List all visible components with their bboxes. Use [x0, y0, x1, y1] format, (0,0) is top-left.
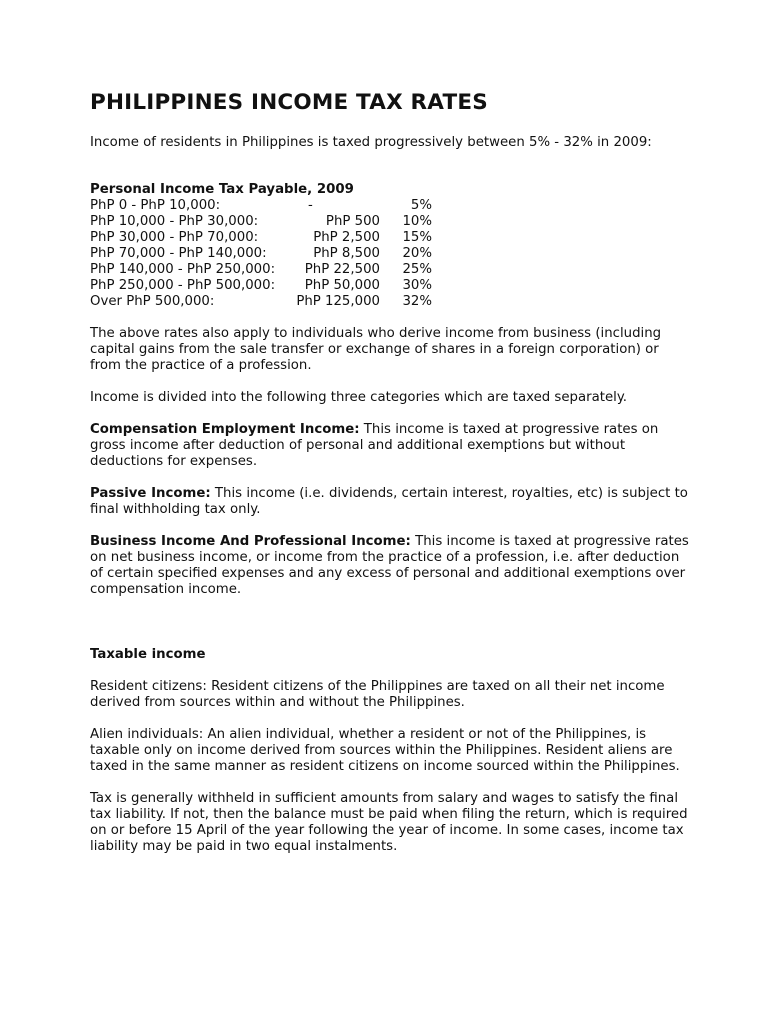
- tax-row: [90, 214, 690, 230]
- tax-range: PhP 30,000 - PhP 70,000:: [90, 230, 259, 245]
- tax-range: Over PhP 500,000:: [90, 294, 215, 309]
- tax-range: PhP 10,000 - PhP 30,000:: [90, 214, 259, 229]
- tax-payable: PhP 22,500: [304, 262, 380, 277]
- tax-range: PhP 250,000 - PhP 500,000:: [90, 278, 276, 293]
- tax-row: [90, 294, 690, 310]
- withholding-paragraph: Tax is generally withheld in sufficient amounts from salary and wages to satisfy the final tax liability. If not, then the balance must be paid when filing the return, which is required on or before 15 April of the year following the year of income. In some cases, income tax liability may be paid in two equal instalments.: [90, 791, 688, 854]
- tax-range: PhP 70,000 - PhP 140,000:: [90, 246, 267, 261]
- tax-rate: 25%: [402, 262, 432, 277]
- tax-rate: 10%: [402, 214, 432, 229]
- tax-range: PhP 140,000 - PhP 250,000:: [90, 262, 276, 277]
- tax-row: [90, 246, 690, 262]
- compensation-paragraph: [90, 422, 690, 470]
- tax-table-title: Personal Income Tax Payable, 2009: [90, 182, 354, 197]
- taxable-income-heading: Taxable income: [90, 647, 206, 662]
- passive-label: Passive Income:: [90, 486, 211, 501]
- alien-individuals-paragraph: Alien individuals: An alien individual, whether a resident or not of the Philippines, is taxable only on income derived from sources within the Philippines. Resident aliens are taxed in the same manner as resident citizens on income sourced within the Philippines.: [90, 727, 680, 774]
- document-page: [90, 88, 690, 855]
- tax-payable: PhP 500: [325, 214, 380, 229]
- business-text: This income is taxed at progressive rates on net business income, or income from the practice of a profession, i.e. after deduction of certain specified expenses and any excess of personal and additional exemptions over compensation income.: [90, 534, 689, 597]
- tax-row: [90, 278, 690, 294]
- tax-rate: 32%: [402, 294, 432, 309]
- passive-paragraph: [90, 486, 690, 518]
- tax-payable: PhP 50,000: [304, 278, 380, 293]
- business-paragraph: [90, 534, 690, 598]
- tax-row: [90, 262, 690, 278]
- tax-rate: 20%: [402, 246, 432, 261]
- business-label: Business Income And Professional Income:: [90, 534, 411, 549]
- page-title: PHILIPPINES INCOME TAX RATES: [90, 90, 488, 115]
- tax-payable: -: [308, 198, 313, 213]
- resident-citizens-paragraph: Resident citizens: Resident citizens of the Philippines are taxed on all their net income derived from sources within and without the Philippines.: [90, 679, 665, 710]
- tax-payable: PhP 2,500: [313, 230, 380, 245]
- tax-rate: 15%: [402, 230, 432, 245]
- tax-payable: PhP 125,000: [296, 294, 380, 309]
- tax-rate: 30%: [402, 278, 432, 293]
- passive-text: This income (i.e. dividends, certain interest, royalties, etc) is subject to final withholding tax only.: [90, 486, 688, 517]
- tax-range: PhP 0 - PhP 10,000:: [90, 198, 221, 213]
- tax-row: [90, 230, 690, 246]
- tax-table: [90, 198, 690, 310]
- rates-apply-paragraph: The above rates also apply to individuals who derive income from business (including capital gains from the sale transfer or exchange of shares in a foreign corporation) or from the practice of a profession.: [90, 326, 662, 373]
- tax-payable: PhP 8,500: [313, 246, 380, 261]
- intro-paragraph: Income of residents in Philippines is taxed progressively between 5% - 32% in 2009:: [90, 135, 652, 150]
- compensation-text: This income is taxed at progressive rates on gross income after deduction of personal and additional exemptions but without deductions for expenses.: [90, 422, 659, 469]
- compensation-label: Compensation Employment Income:: [90, 422, 360, 437]
- categories-paragraph: Income is divided into the following three categories which are taxed separately.: [90, 390, 628, 405]
- tax-row: [90, 198, 690, 214]
- tax-rate: 5%: [410, 198, 432, 213]
